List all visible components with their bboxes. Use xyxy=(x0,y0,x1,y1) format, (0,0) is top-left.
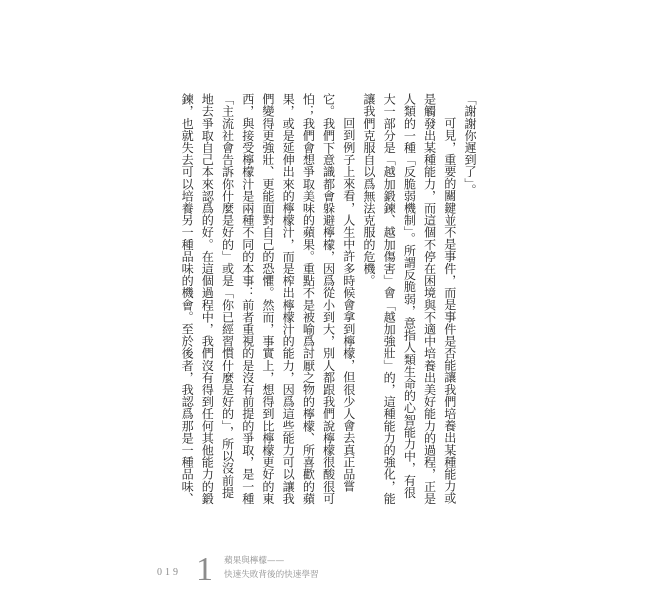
text-column: 讓我們克服自以爲無法克服的危機。 xyxy=(361,93,376,287)
chapter-number: 1 xyxy=(196,551,213,588)
text-column: 們變得更強壯、更能面對自己的恐懼。然而，事實上，想得到比檸檬更好的東 xyxy=(260,93,275,505)
vertical-text-body xyxy=(177,93,480,509)
text-column: 果，或是延伸出來的檸檬汁，而是榨出檸檬汁的能力，因爲這些能力可以讓我 xyxy=(281,93,296,505)
chapter-title: 蘋果與檸檬—— xyxy=(224,556,285,566)
text-column: 大一部分是「越加鍛鍊、越加傷害」會「越加強壯」的，這種能力的強化，能 xyxy=(382,93,397,505)
page-number: 019 xyxy=(157,567,181,578)
chapter-subtitle: 快速失敗背後的快速學習 xyxy=(224,570,319,580)
text-column: 可見，重要的關鍵並不是事件，而是事件是否能讓我們培養出某種能力或 xyxy=(442,117,457,505)
text-column: 「謝謝你遲到了」。 xyxy=(463,93,477,196)
text-column: 地去爭取自己本來認爲的好。在這個過程中，我們沒有得到任何其他能力的鍛 xyxy=(200,93,215,505)
text-column: 鍊，也就失去可以培養另一種品味的機會。至於後者，我認爲那是一種品味、 xyxy=(180,93,195,505)
text-column: 人類的一種「反脆弱機制」。所謂反脆弱，意指人類生命的心智能力中，有很 xyxy=(402,93,417,499)
text-column: 它。我們下意識都會躲避檸檬，因爲從小到大，別人都跟我們說檸檬很酸很可 xyxy=(321,93,336,505)
text-column: 西，與接受檸檬汁是兩種不同的本事：前者重視的是沒有前提的爭取，是一種 xyxy=(240,93,255,505)
text-column: 怕；我們會想爭取美味的蘋果。重點不是被喻爲討厭之物的檸檬、所喜歡的蘋 xyxy=(301,93,316,505)
chapter-heading xyxy=(224,554,319,582)
text-column: 回到例子上來看，人生中許多時候會拿到檸檬，但很少人會去真正品嘗 xyxy=(341,117,356,493)
text-column: 「主流社會告訴你什麼是好的」或是「你已經習慣什麼是好的」，所以沒前提 xyxy=(220,93,235,499)
text-column: 是觸發出某種能力，而這個不停在困境與不適中培養出美好能力的過程，正是 xyxy=(422,93,437,505)
